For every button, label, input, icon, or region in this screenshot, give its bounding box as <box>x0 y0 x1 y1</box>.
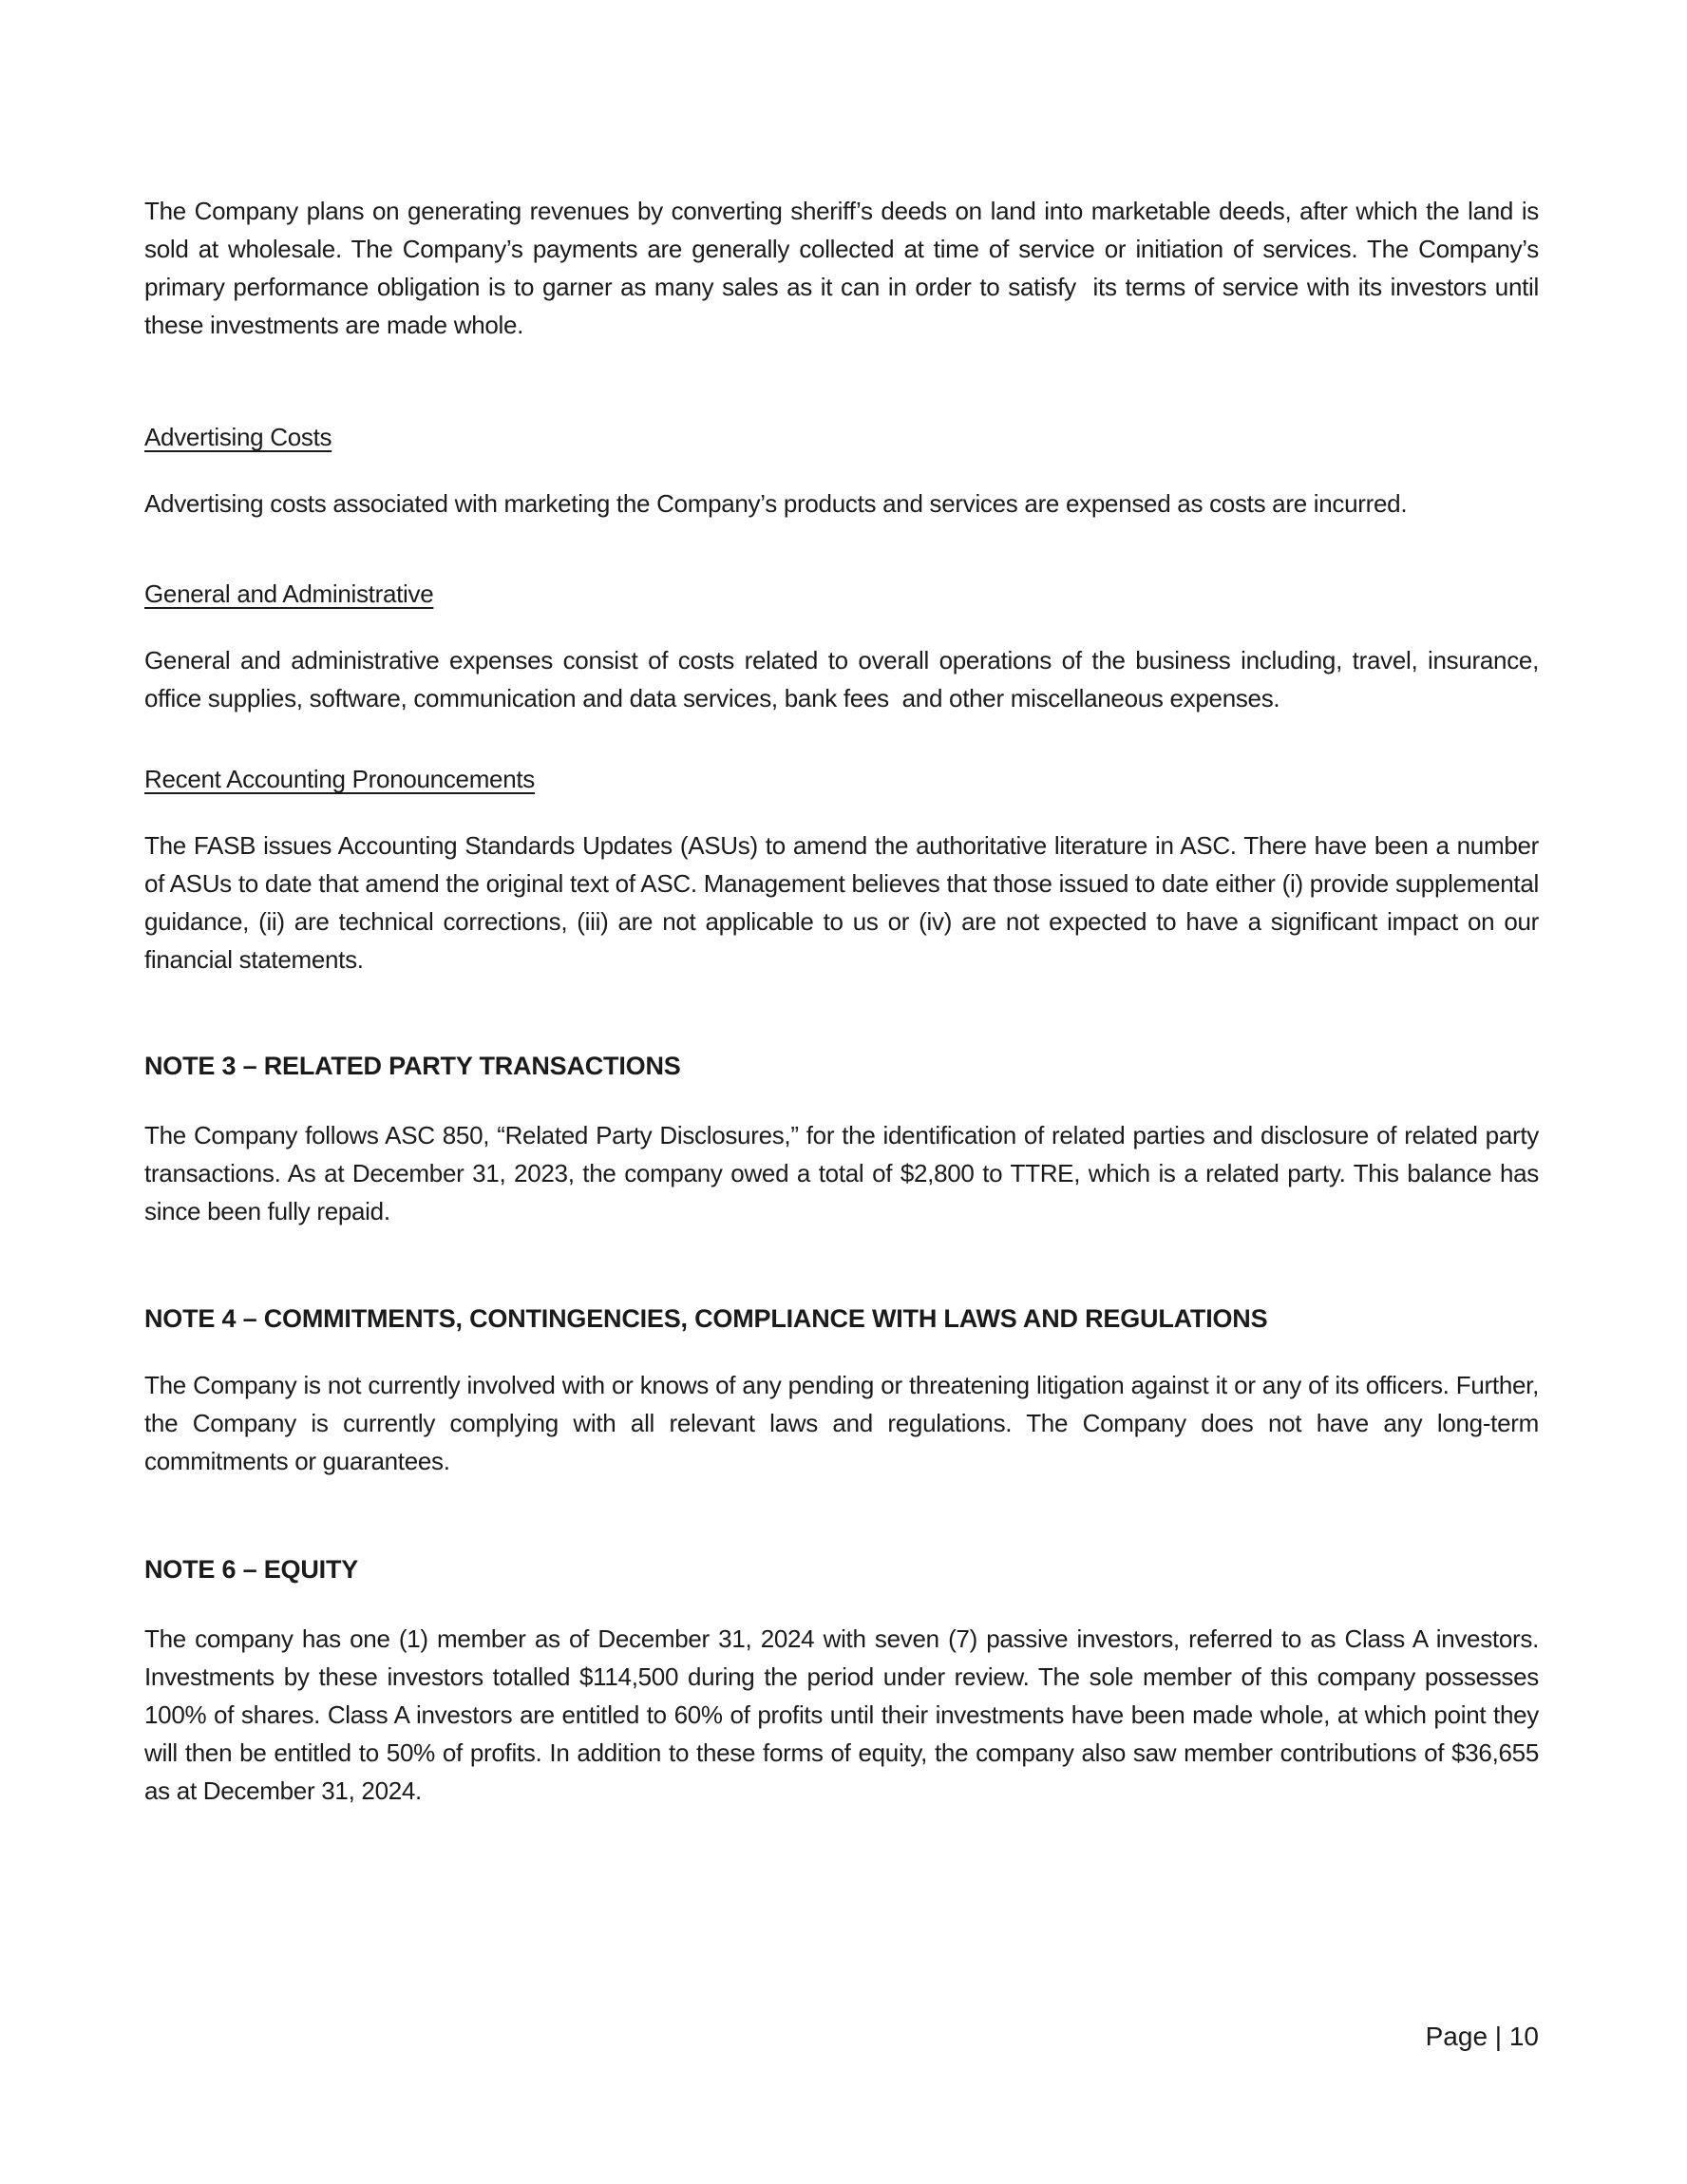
section-heading-advertising-costs: Advertising Costs <box>144 423 332 451</box>
intro-paragraph: The Company plans on generating revenues by converting sheriff’s deeds on land into marketable deeds, after which the land is sold at wholesale. The Company’s payments are generally collected at time of service or initiation of services. The Company’s primary performance obligation is to garner as many sales as it can in order to satisfy its terms of service with its investors until these investments are made whole. <box>144 197 1539 339</box>
note-6-heading: NOTE 6 – EQUITY <box>144 1555 359 1584</box>
section-body-recent-accounting-pronouncements: The FASB issues Accounting Standards Updates (ASUs) to amend the authoritative literature in ASC. There have been a number of ASUs to date that amend the original text of ASC. Management believes that those issued to date either (i) provide supplemental guidance, (ii) are technical corrections, (iii) are not applicable to us or (iv) are not expected to have a significant impact on our financial statements. <box>144 831 1539 974</box>
note-3-heading: NOTE 3 – RELATED PARTY TRANSACTIONS <box>144 1052 681 1080</box>
page-number: Page | 10 <box>1425 2022 1539 2051</box>
section-body-general-and-administrative: General and administrative expenses consist of costs related to overall operations of the business including, travel, insurance, office supplies, software, communication and data services, bank fees and other miscellaneous expenses. <box>144 646 1539 712</box>
section-body-advertising-costs: Advertising costs associated with marketing the Company’s products and services are expensed as costs are incurred. <box>144 489 1408 518</box>
section-heading-general-and-administrative: General and Administrative <box>144 579 434 608</box>
note-3-body: The Company follows ASC 850, “Related Party Disclosures,” for the identification of related parties and disclosure of related party transactions. As at December 31, 2023, the company owed a total of $2,800 to TTRE, which is a related party. This balance has since been fully repaid. <box>144 1121 1539 1225</box>
section-heading-recent-accounting-pronouncements: Recent Accounting Pronouncements <box>144 765 535 793</box>
note-6-body: The company has one (1) member as of December 31, 2024 with seven (7) passive investors, referred to as Class A investors. Investments by these investors totalled $114,500 during the period under review. The sole member of this company possesses 100% of shares. Class A investors are entitled to 60% of profits until their investments have been made whole, at which point they will then be entitled to 50% of profits. In addition to these forms of equity, the company also saw member contributions of $36,655 as at December 31, 2024. <box>144 1624 1539 1805</box>
note-4-heading: NOTE 4 – COMMITMENTS, CONTINGENCIES, COMPLIANCE WITH LAWS AND REGULATIONS <box>144 1304 1268 1333</box>
note-4-body: The Company is not currently involved with or knows of any pending or threatening litigation against it or any of its officers. Further, the Company is currently complying with all relevant laws and regulations. The Company does not have any long-term commitments or guarantees. <box>144 1371 1539 1475</box>
